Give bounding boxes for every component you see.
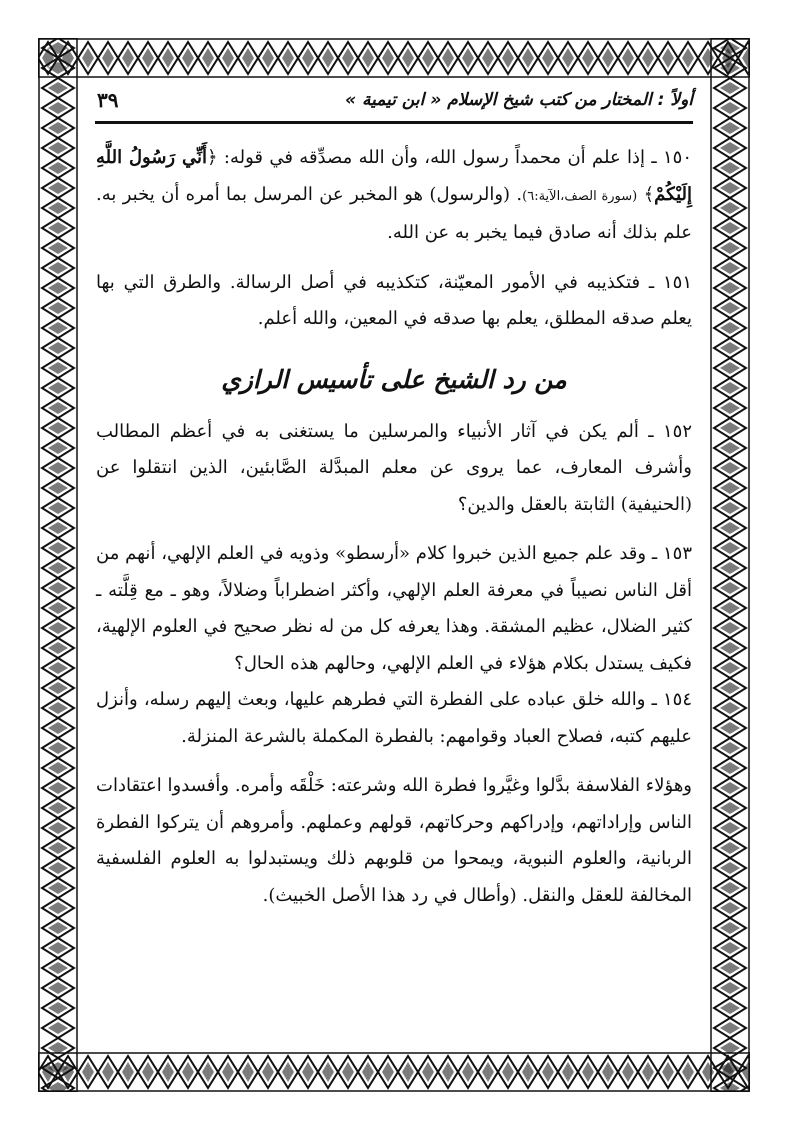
border-motif: [42, 778, 74, 798]
border-motif: [42, 578, 74, 598]
border-motif: [714, 398, 746, 418]
border-motif: [42, 718, 74, 738]
border-motif: [42, 838, 74, 858]
border-motif: [714, 58, 746, 78]
border-motif: [714, 858, 746, 878]
running-header: [95, 86, 693, 120]
border-motif: [714, 438, 746, 458]
border-motif: [42, 518, 74, 538]
border-motif: [538, 42, 558, 74]
border-motif: [42, 758, 74, 778]
border-motif: [42, 618, 74, 638]
border-motif: [678, 42, 698, 74]
border-motif: [438, 42, 458, 74]
border-motif: [714, 898, 746, 918]
border-motif: [298, 42, 318, 74]
border-motif: [714, 1038, 746, 1058]
paragraph-154: ١٥٤ ـ والله خلق عباده على الفطرة التي فطرهم عليها، وبعث إليهم رسله، وأنزل عليهم كتبه، فصلاح العباد وقوامهم: بالفطرة المكملة بالشرعة المنزلة.: [96, 689, 692, 747]
border-motif: [318, 42, 338, 74]
quran-verse: أَنِّي رَسُولُ اللَّهِ إِلَيْكُمْ: [96, 147, 692, 205]
page-number: ٣٩: [97, 88, 119, 112]
border-motif: [42, 498, 74, 518]
border-motif: [42, 338, 74, 358]
border-motif: [42, 358, 74, 378]
border-motif: [714, 378, 746, 398]
border-motif: [358, 1056, 378, 1088]
border-motif: [478, 42, 498, 74]
border-motif: [714, 278, 746, 298]
border-motif: [598, 42, 618, 74]
border-motif: [238, 42, 258, 74]
border-motif: [378, 1056, 398, 1088]
border-motif: [714, 618, 746, 638]
border-motif: [714, 1018, 746, 1038]
border-motif: [42, 258, 74, 278]
border-motif: [42, 958, 74, 978]
border-motif: [78, 42, 98, 74]
border-motif: [178, 42, 198, 74]
border-motif: [518, 42, 538, 74]
border-motif: [278, 42, 298, 74]
border-motif: [258, 1056, 278, 1088]
border-motif: [42, 278, 74, 298]
border-motif: [42, 818, 74, 838]
border-motif: [42, 378, 74, 398]
border-motif: [714, 178, 746, 198]
section-title: من رد الشيخ على تأسيس الرازي: [221, 364, 567, 394]
border-motif: [42, 1078, 74, 1092]
border-motif: [218, 42, 238, 74]
border-motif: [42, 138, 74, 158]
border-motif: [714, 978, 746, 998]
border-motif: [318, 1056, 338, 1088]
border-motif: [714, 498, 746, 518]
border-motif: [42, 318, 74, 338]
paragraph-150-text-a: ١٥٠ ـ إذا علم أن محمداً رسول الله، وأن الله مصدِّقه في قوله: ﴿: [207, 147, 692, 168]
border-motif: [458, 42, 478, 74]
border-motif: [714, 778, 746, 798]
border-motif: [42, 658, 74, 678]
border-motif: [158, 42, 178, 74]
border-motif: [714, 158, 746, 178]
page-body: [96, 140, 692, 914]
border-motif: [714, 118, 746, 138]
border-motif: [714, 958, 746, 978]
border-motif: [42, 878, 74, 898]
border-motif: [218, 1056, 238, 1088]
border-motif: [618, 1056, 638, 1088]
border-motif: [378, 42, 398, 74]
border-motif: [478, 1056, 498, 1088]
paragraph-153: ١٥٣ ـ وقد علم جميع الذين خبروا كلام «أرسطو» وذويه في العلم الإلهي، أنهم من أقل الناس نصيباً في معرفة العلم الإلهي، وأكثر اضطراباً وضلالاً، وهو ـ مع قِلَّته ـ كثير الضلال، عظيم المشقة. وهذا يعرفه كل من له نظر صحيح في العلوم الإلهية، فكيف يستدل بكلام هؤلاء في العلم الإلهي، وحالهم هذه الحال؟: [96, 543, 692, 674]
border-motif: [158, 1056, 178, 1088]
border-motif: [714, 458, 746, 478]
border-motif: [658, 42, 678, 74]
border-motif: [714, 478, 746, 498]
border-motif: [42, 1018, 74, 1038]
ornamental-border-bottom: [38, 1052, 750, 1092]
border-motif: [714, 198, 746, 218]
border-motif: [714, 98, 746, 118]
border-motif: [714, 1078, 746, 1092]
border-motif: [714, 358, 746, 378]
border-motif: [298, 1056, 318, 1088]
border-motif: [42, 118, 74, 138]
border-motif: [714, 918, 746, 938]
border-motif: [714, 538, 746, 558]
border-motif: [42, 918, 74, 938]
border-motif: [714, 38, 746, 58]
border-motif: [42, 218, 74, 238]
border-motif: [42, 978, 74, 998]
border-motif: [42, 598, 74, 618]
border-motif: [138, 42, 158, 74]
border-motif: [138, 1056, 158, 1088]
border-motif: [714, 878, 746, 898]
paragraph-152: ١٥٢ ـ ألم يكن في آثار الأنبياء والمرسلين ما يستغنى به في أعظم المطالب وأشرف المعارف، عما يروى عن معلم المبدَّلة الصَّابئين، الذين انتقلوا عن (الحنيفية) الثابتة بالعقل والدين؟: [96, 420, 692, 515]
paragraph-150: [96, 140, 692, 252]
paragraph-150-text-b: ﴾: [643, 183, 655, 205]
border-motif: [338, 42, 358, 74]
border-motif: [714, 998, 746, 1018]
border-motif: [714, 258, 746, 278]
border-motif: [714, 838, 746, 858]
border-motif: [42, 738, 74, 758]
border-motif: [438, 1056, 458, 1088]
border-motif: [42, 298, 74, 318]
border-motif: [98, 1056, 118, 1088]
border-motif: [42, 698, 74, 718]
border-motif: [678, 1056, 698, 1088]
border-motif: [42, 238, 74, 258]
border-motif: [42, 998, 74, 1018]
ornamental-border-top: [38, 38, 750, 78]
border-motif: [418, 1056, 438, 1088]
border-motif: [42, 678, 74, 698]
border-motif: [714, 578, 746, 598]
border-motif: [198, 42, 218, 74]
border-motif: [714, 418, 746, 438]
border-motif: [714, 238, 746, 258]
border-motif: [42, 438, 74, 458]
border-motif: [714, 938, 746, 958]
border-motif: [118, 42, 138, 74]
border-motif: [42, 158, 74, 178]
border-motif: [238, 1056, 258, 1088]
border-motif: [42, 98, 74, 118]
border-motif: [714, 218, 746, 238]
running-title: أولاً : المختار من كتب شيخ الإسلام « ابن تيمية »: [345, 90, 693, 110]
border-motif: [258, 42, 278, 74]
border-motif: [714, 738, 746, 758]
border-motif: [498, 42, 518, 74]
border-motif: [598, 1056, 618, 1088]
border-motif: [714, 1058, 746, 1078]
border-motif: [178, 1056, 198, 1088]
border-motif: [658, 1056, 678, 1088]
border-motif: [714, 138, 746, 158]
border-motif: [42, 638, 74, 658]
border-motif: [42, 418, 74, 438]
border-motif: [358, 42, 378, 74]
border-motif: [42, 58, 74, 78]
paragraph-150-text-c: . (والرسول) هو المخبر عن المرسل بما أمره أن يخبر به. علم بذلك أنه صادق فيما يخبر به عن الله.: [96, 183, 692, 243]
border-motif: [98, 42, 118, 74]
border-motif: [714, 678, 746, 698]
border-motif: [714, 338, 746, 358]
verse-reference: (سورة الصف،الآية:٦): [522, 188, 638, 204]
paragraph-151: ١٥١ ـ فتكذيبه في الأمور المعيّنة، كتكذيبه في أصل الرسالة. والطرق التي بها يعلم صدقه المطلق، يعلم بها صدقه في المعين، والله أعلم.: [96, 271, 692, 329]
border-motif: [638, 1056, 658, 1088]
ornamental-border-right: [710, 38, 750, 1092]
border-motif: [714, 558, 746, 578]
border-motif: [714, 78, 746, 98]
border-motif: [42, 898, 74, 918]
border-motif: [558, 1056, 578, 1088]
paragraph-155: وهؤلاء الفلاسفة بدَّلوا وغيَّروا فطرة الله وشرعته: خَلْقَه وأمره. وأفسدوا اعتقادات الناس وإراداتهم، وإدراكهم وحركاتهم، قولهم وعملهم. وأمروهم أن يتركوا الفطرة الربانية، والعلوم النبوية، ويمحوا من قلوبهم ذلك ويستبدلوا به العلوم الفلسفية المخالفة للعقل والنقل. (وأطال في رد هذا الأصل الخبيث).: [96, 775, 692, 906]
border-motif: [198, 1056, 218, 1088]
border-motif: [538, 1056, 558, 1088]
border-motif: [42, 798, 74, 818]
border-motif: [42, 78, 74, 98]
border-motif: [618, 42, 638, 74]
border-motif: [714, 518, 746, 538]
border-motif: [714, 718, 746, 738]
border-motif: [714, 698, 746, 718]
border-motif: [638, 42, 658, 74]
border-motif: [498, 1056, 518, 1088]
border-motif: [278, 1056, 298, 1088]
border-motif: [398, 42, 418, 74]
border-motif: [42, 38, 74, 58]
border-motif: [714, 818, 746, 838]
border-motif: [42, 398, 74, 418]
border-motif: [578, 1056, 598, 1088]
header-rule: [95, 121, 693, 124]
border-motif: [458, 1056, 478, 1088]
border-motif: [42, 938, 74, 958]
border-motif: [714, 758, 746, 778]
border-motif: [42, 458, 74, 478]
border-motif: [78, 1056, 98, 1088]
border-motif: [714, 658, 746, 678]
border-motif: [42, 858, 74, 878]
border-motif: [42, 198, 74, 218]
border-motif: [714, 598, 746, 618]
border-motif: [42, 178, 74, 198]
border-motif: [714, 298, 746, 318]
border-motif: [338, 1056, 358, 1088]
border-motif: [42, 1038, 74, 1058]
border-motif: [42, 1058, 74, 1078]
border-motif: [118, 1056, 138, 1088]
border-motif: [42, 538, 74, 558]
ornamental-border-left: [38, 38, 78, 1092]
border-motif: [714, 798, 746, 818]
border-motif: [398, 1056, 418, 1088]
border-motif: [42, 558, 74, 578]
border-motif: [558, 42, 578, 74]
border-motif: [518, 1056, 538, 1088]
border-motif: [714, 318, 746, 338]
border-motif: [418, 42, 438, 74]
border-motif: [714, 638, 746, 658]
border-motif: [578, 42, 598, 74]
border-motif: [42, 478, 74, 498]
